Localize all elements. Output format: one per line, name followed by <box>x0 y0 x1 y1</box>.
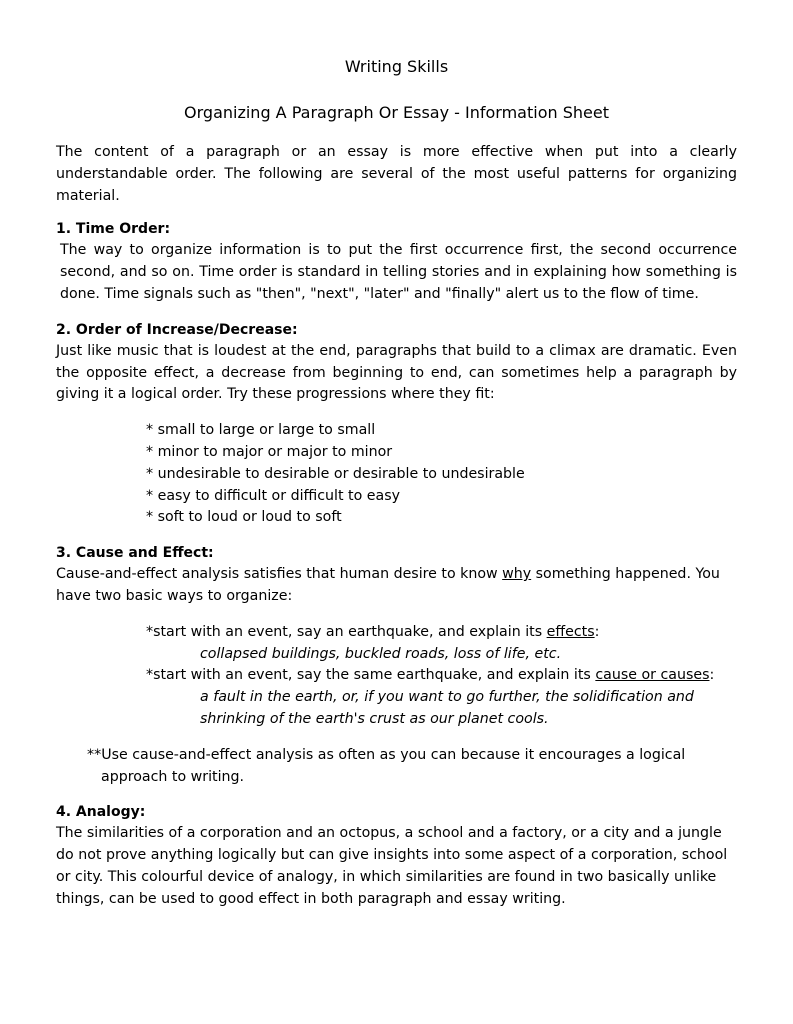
cause-example: collapsed buildings, buckled roads, loss of life, etc. <box>200 645 562 662</box>
cause-item-causes <box>146 665 737 687</box>
section-body: The way to organize information is to put the first occurrence first, the second occurrence second, and so on. Time order is standard in telling stories and in explaining how something is done. Time signals such as "then", "next", "later" and "finally" alert us to the flow of time. <box>60 242 737 302</box>
progression-list <box>146 420 737 529</box>
intro-paragraph: The content of a paragraph or an essay is more effective when put into a clearly understandable order. The following are several of the most useful patterns for organizing material. <box>56 144 737 204</box>
cause-example: a fault in the earth, or, if you want to go further, the solidification and shrinking of the earth's crust as our planet cools. <box>200 689 694 727</box>
list-item: * undesirable to desirable or desirable to undesirable <box>146 465 525 482</box>
section-body: The similarities of a corporation and an octopus, a school and a factory, or a city and a jungle do not prove anything logically but can give insights into some aspect of a corporation, school or city. This colourful device of analogy, in which similarities are found in two basically unlike things, can be used to good effect in both paragraph and essay writing. <box>56 825 728 907</box>
text-segment: *start with an event, say an earthquake, and explain its <box>146 623 547 640</box>
section-heading: 4. Analogy: <box>56 804 146 821</box>
underlined-word: effects <box>546 623 595 640</box>
text-segment: something happened. You have two basic ways to organize: <box>56 566 720 604</box>
list-item: * soft to loud or loud to soft <box>146 509 342 526</box>
document-title: Writing Skills <box>344 57 449 76</box>
text-segment: : <box>594 623 600 640</box>
underlined-word: why <box>502 566 532 583</box>
section-heading: 2. Order of Increase/Decrease: <box>56 321 298 338</box>
list-item: * small to large or large to small <box>146 422 376 439</box>
section-analogy <box>56 802 737 910</box>
underlined-word: cause or causes <box>595 667 710 684</box>
section-heading: 1. Time Order: <box>56 221 171 238</box>
section-heading: 3. Cause and Effect: <box>56 545 214 562</box>
section-time-order <box>56 219 737 305</box>
section-cause-effect <box>56 543 737 788</box>
section-body: Just like music that is loudest at the end, paragraphs that build to a climax are dramatic. Even the opposite effect, a decrease from beginning to end, can sometimes help a paragraph by giving it a logical order. Try these progressions where they fit: <box>56 342 737 403</box>
cause-item-effects <box>146 622 737 644</box>
text-segment: *start with an event, say the same earthquake, and explain its <box>146 667 596 684</box>
section-increase-decrease <box>56 320 737 529</box>
text-segment: Cause-and-effect analysis satisfies that human desire to know <box>56 566 503 583</box>
document-subtitle: Organizing A Paragraph Or Essay - Information Sheet <box>184 103 609 122</box>
cause-note: **Use cause-and-effect analysis as often as you can because it encourages a logical approach to writing. <box>87 746 686 785</box>
list-item: * easy to difficult or difficult to easy <box>146 487 401 504</box>
text-segment: : <box>709 667 715 684</box>
list-item: * minor to major or major to minor <box>146 443 393 460</box>
section-body <box>56 564 737 608</box>
